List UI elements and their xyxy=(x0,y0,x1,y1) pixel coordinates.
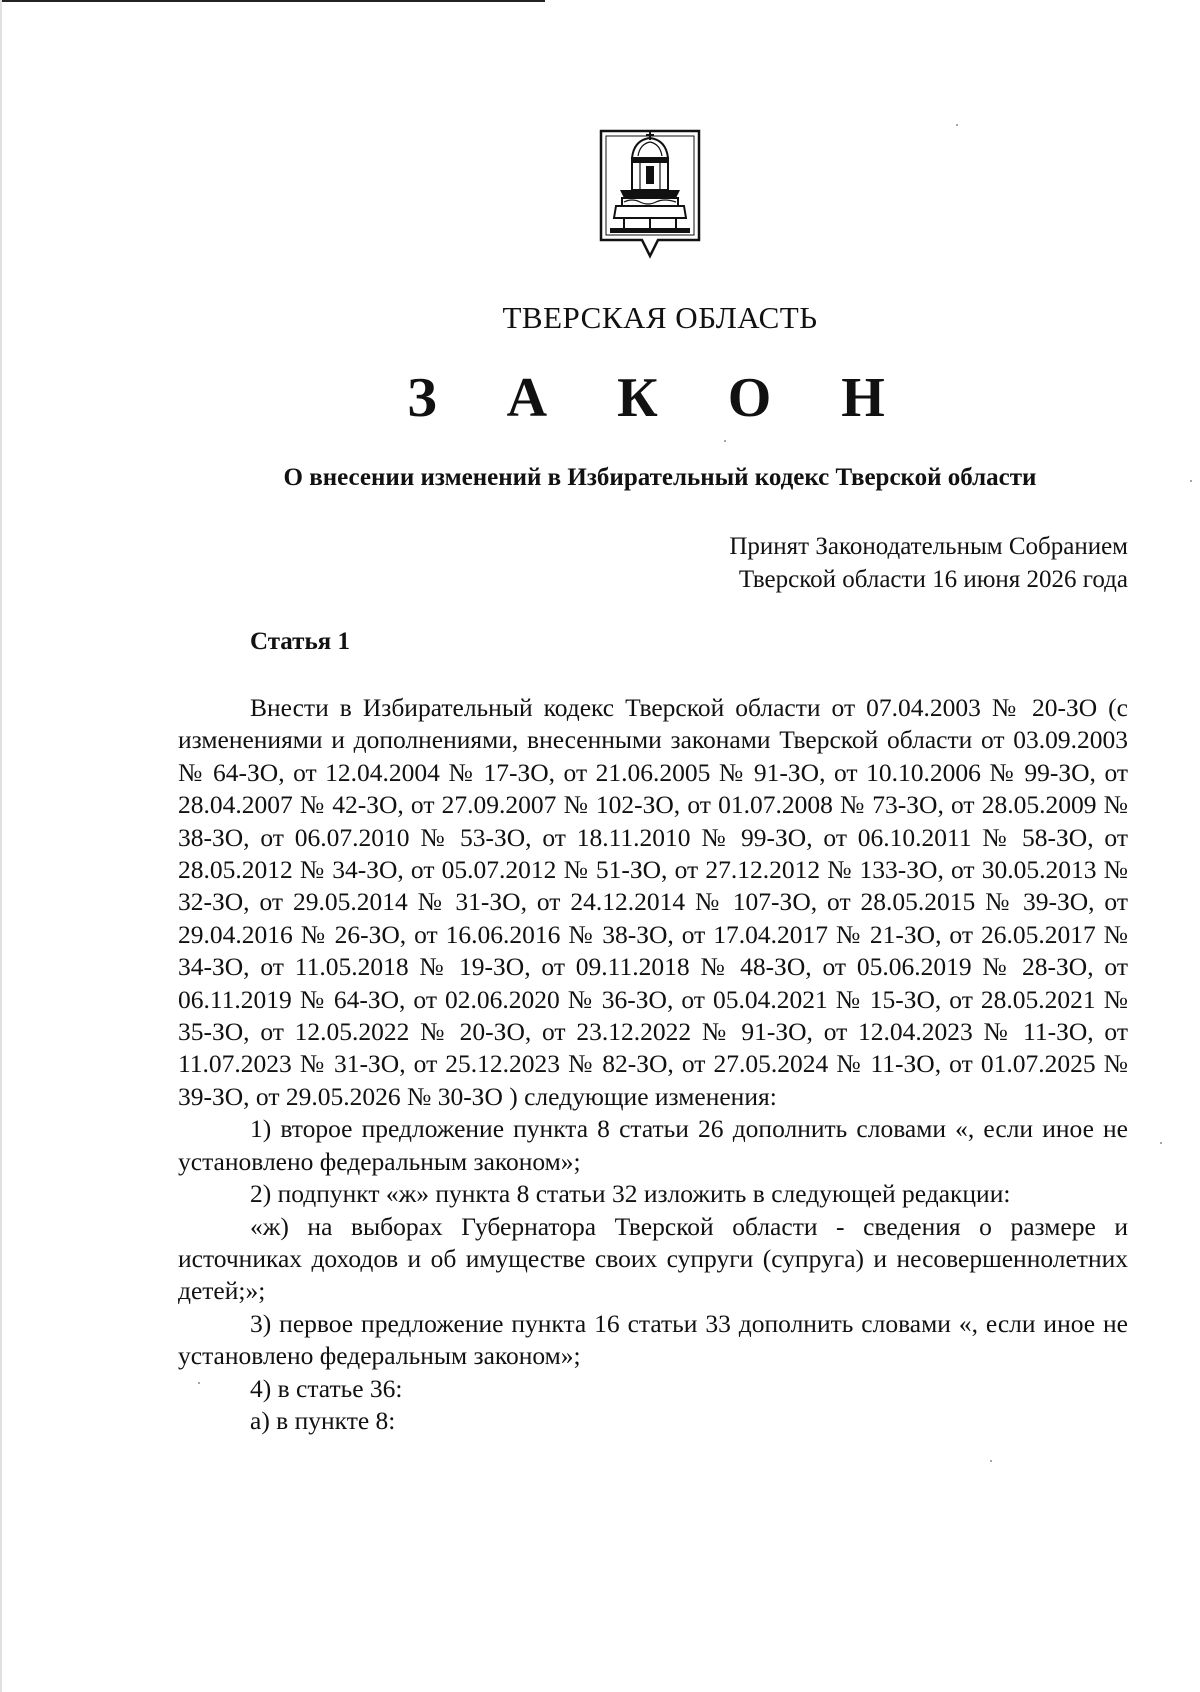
article-paragraph-intro: Внести в Избирательный кодекс Тверской области от 07.04.2003 № 20-ЗО (с изменениями и дополнениями, внесенными законами Тверской области от 03.09.2003 № 64-ЗО, от 12.04.2004 № 17-ЗО, от 21.06.2005 № 91-ЗО, от 10.10.2006 № 99-ЗО, от 28.04.2007 № 42-ЗО, от 27.09.2007 № 102-ЗО, от 01.07.2008 № 73-ЗО, от 28.05.2009 № 38-ЗО, от 06.07.2010 № 53-ЗО, от 18.11.2010 № 99-ЗО, от 06.10.2011 № 58-ЗО, от 28.05.2012 № 34-ЗО, от 05.07.2012 № 51-ЗО, от 27.12.2012 № 133-ЗО, от 30.05.2013 № 32-ЗО, от 29.05.2014 № 31-ЗО, от 24.12.2014 № 107-ЗО, от 28.05.2015 № 39-ЗО, от 29.04.2016 № 26-ЗО, от 16.06.2016 № 38-ЗО, от 17.04.2017 № 21-ЗО, от 26.05.2017 № 34-ЗО, от 11.05.2018 № 19-ЗО, от 09.11.2018 № 48-ЗО, от 05.06.2019 № 28-ЗО, от 06.11.2019 № 64-ЗО, от 02.06.2020 № 36-ЗО, от 05.04.2021 № 15-ЗО, от 28.05.2021 № 35-ЗО, от 12.05.2022 № 20-ЗО, от 23.12.2022 № 91-ЗО, от 12.04.2023 № 11-ЗО, от 11.07.2023 № 31-ЗО, от 25.12.2023 № 82-ЗО, от 27.05.2024 № 11-ЗО, от 01.07.2025 № 39-ЗО, от 29.05.2026 № 30-ЗО ) следующие изменения: xyxy=(178,693,1128,1111)
scan-edge-left xyxy=(0,0,2,1692)
article-heading: Статья 1 xyxy=(250,628,350,655)
adoption-note xyxy=(729,530,1128,596)
scan-speck xyxy=(724,440,726,442)
coat-of-arms-emblem xyxy=(598,128,702,260)
law-subject: О внесении изменений в Избирательный кодекс Тверской области xyxy=(283,464,1037,491)
scan-speck xyxy=(956,124,958,126)
scan-edge-top xyxy=(0,0,545,2)
article-item-4a: а) в пункте 8: xyxy=(250,1405,396,1435)
article-item-2-text: «ж) на выборах Губернатора Тверской области - сведения о размере и источниках доходов и об имуществе своих супруги (супруга) и несовершеннолетних детей;»; xyxy=(178,1211,1128,1306)
region-name: ТВЕРСКАЯ ОБЛАСТЬ xyxy=(502,300,818,335)
adoption-line-2: Тверской области 16 июня 2026 года xyxy=(738,566,1128,593)
article-body xyxy=(178,692,1128,1437)
article-item-2: 2) подпункт «ж» пункта 8 статьи 32 изложить в следующей редакции: xyxy=(250,1179,1011,1209)
scan-speck xyxy=(990,1460,992,1462)
law-title: З А К О Н xyxy=(407,367,913,429)
article-item-1: 1) второе предложение пункта 8 статьи 26 дополнить словами «, если иное не установлено федеральным законом»; xyxy=(178,1114,1128,1176)
article-item-4: 4) в статье 36: xyxy=(250,1373,403,1403)
article-item-3: 3) первое предложение пункта 16 статьи 33 дополнить словами «, если иное не установлено федеральным законом»; xyxy=(178,1308,1128,1371)
adoption-line-1: Принят Законодательным Собранием xyxy=(729,533,1128,560)
scan-speck xyxy=(1160,1142,1162,1144)
